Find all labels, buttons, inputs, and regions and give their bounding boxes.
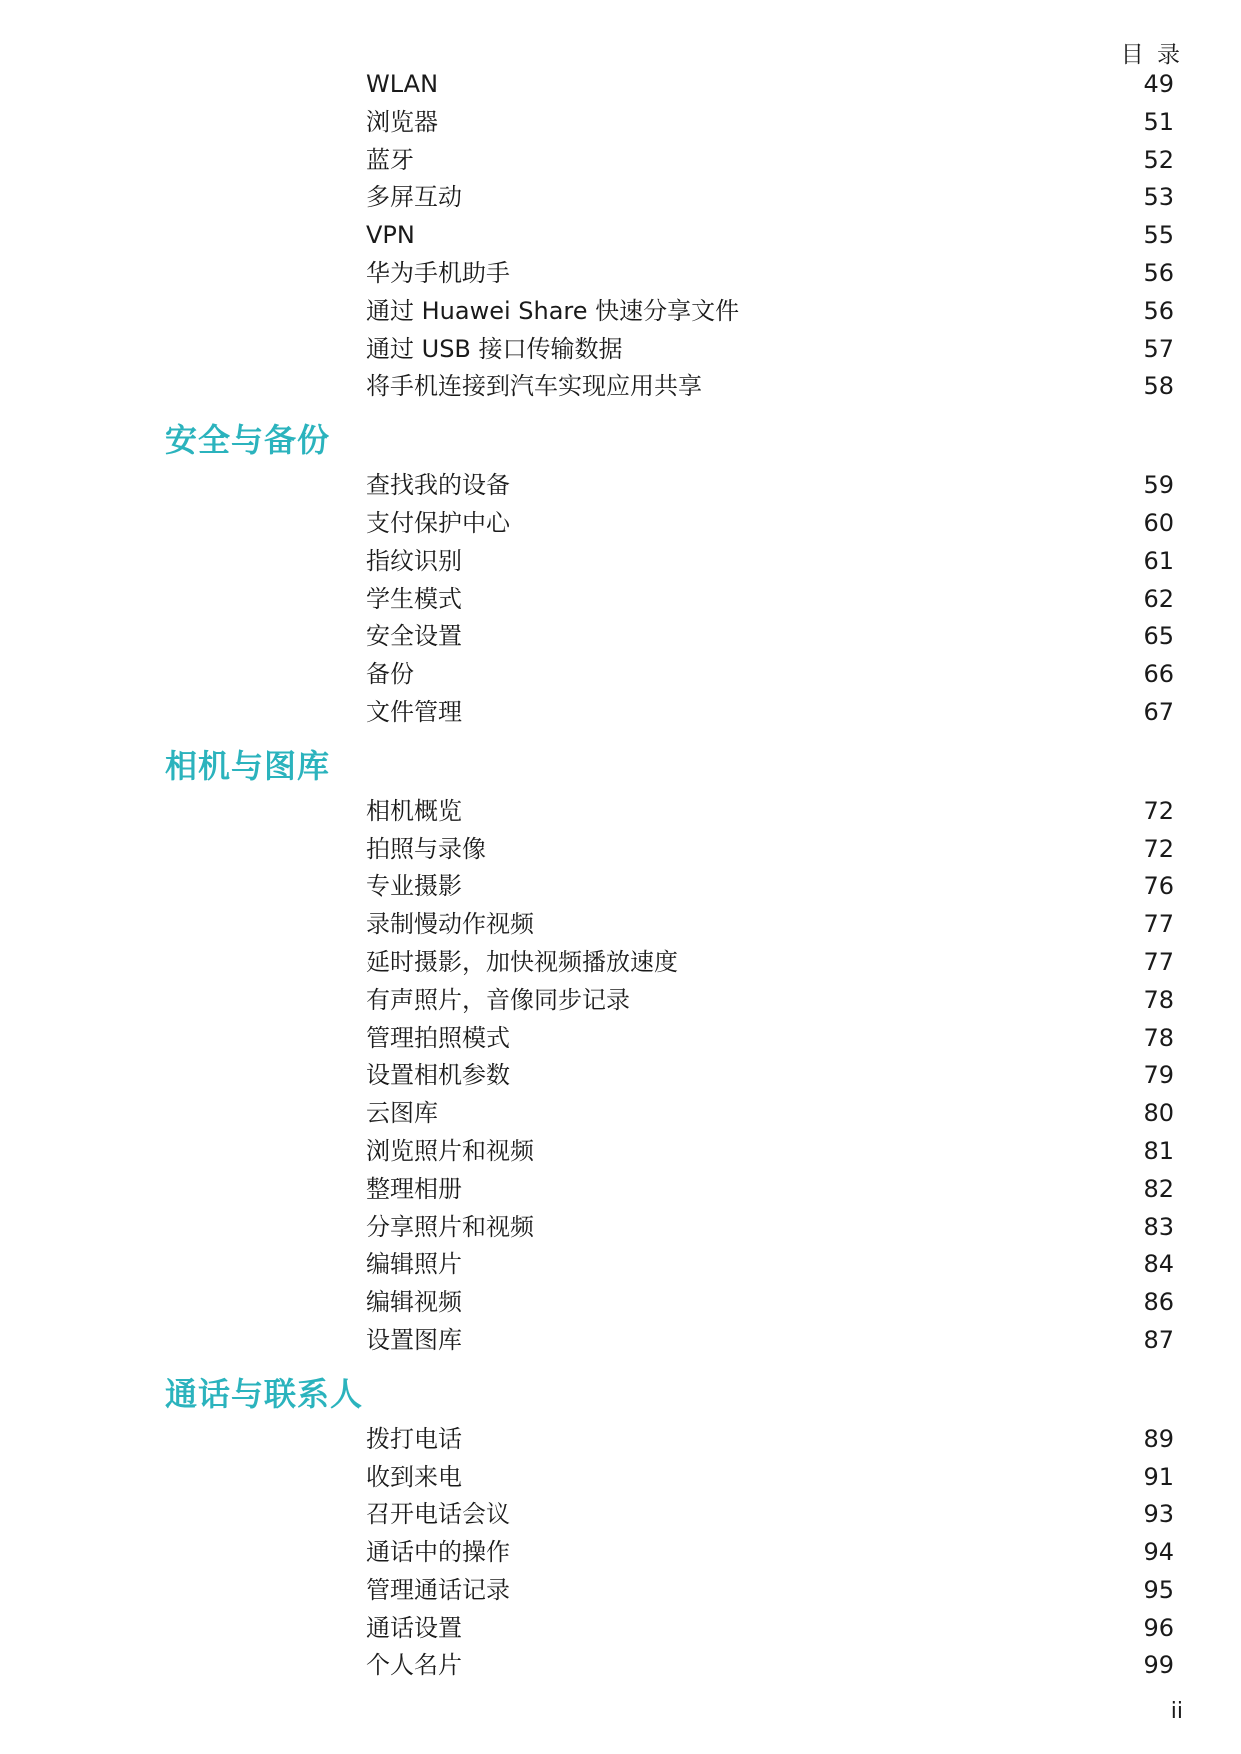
toc-entry[interactable] — [0, 618, 1241, 656]
toc-entry[interactable] — [0, 217, 1241, 255]
toc-entry[interactable] — [0, 581, 1241, 619]
toc-entry-page: 59 — [1143, 471, 1174, 500]
toc-entry-page: 51 — [1143, 107, 1174, 136]
toc-entry-title: 支付保护中心 — [366, 508, 510, 537]
toc-entry[interactable] — [0, 66, 1241, 104]
toc-entry-page: 77 — [1143, 910, 1174, 939]
toc-entry-title: 录制慢动作视频 — [366, 910, 534, 939]
toc-header-label: 目 录 — [1120, 42, 1183, 68]
toc-entry[interactable] — [0, 368, 1241, 406]
toc-entry[interactable] — [0, 656, 1241, 694]
toc-entry-page: 84 — [1143, 1250, 1174, 1279]
toc-entry[interactable] — [0, 1534, 1241, 1572]
toc-entry[interactable] — [0, 142, 1241, 180]
toc-entry-title: 管理通话记录 — [366, 1575, 510, 1604]
toc-entry-page: 82 — [1143, 1174, 1174, 1203]
toc-entry-page: 76 — [1143, 872, 1174, 901]
toc-entry[interactable] — [0, 944, 1241, 982]
toc-entry-title: 设置图库 — [366, 1325, 462, 1354]
toc-entry-page: 80 — [1143, 1099, 1174, 1128]
toc-entry-page: 67 — [1143, 697, 1174, 726]
toc-entry-title: 设置相机参数 — [366, 1061, 510, 1090]
toc-entry-page: 66 — [1143, 660, 1174, 689]
toc-entry-page: 87 — [1143, 1325, 1174, 1354]
toc-entry-title: 专业摄影 — [366, 872, 462, 901]
toc-entry-page: 93 — [1143, 1500, 1174, 1529]
toc-entry-title: 拍照与录像 — [366, 834, 486, 863]
toc-entry[interactable] — [0, 906, 1241, 944]
toc-entry[interactable] — [0, 1095, 1241, 1133]
toc-entry[interactable] — [0, 1647, 1241, 1685]
toc-entry-page: 49 — [1143, 70, 1174, 98]
toc-entry-page: 62 — [1143, 584, 1174, 613]
toc-entry-title: VPN — [366, 221, 415, 250]
toc-entry-title: 查找我的设备 — [366, 471, 510, 500]
toc-entry-page: 52 — [1143, 145, 1174, 174]
toc-entry[interactable] — [0, 831, 1241, 869]
toc-entry[interactable] — [0, 1209, 1241, 1247]
toc-entry-title: 编辑视频 — [366, 1288, 462, 1317]
toc-entry[interactable] — [0, 868, 1241, 906]
section-heading-row — [0, 1360, 1241, 1421]
toc-entry-title: 个人名片 — [366, 1651, 462, 1680]
toc-entry-page: 99 — [1143, 1651, 1174, 1680]
toc-entry[interactable] — [0, 1020, 1241, 1058]
toc-entry-page: 65 — [1143, 622, 1174, 651]
toc-entry[interactable] — [0, 1246, 1241, 1284]
toc-entry-page: 56 — [1143, 296, 1174, 325]
calls-contacts-entry-list — [0, 1421, 1241, 1686]
toc-entry-page: 61 — [1143, 546, 1174, 575]
toc-entry[interactable] — [0, 179, 1241, 217]
camera-gallery-entry-list — [0, 793, 1241, 1360]
toc-entry[interactable] — [0, 104, 1241, 142]
toc-entry[interactable] — [0, 331, 1241, 369]
toc-entry-title: 分享照片和视频 — [366, 1212, 534, 1241]
toc-entry-page: 86 — [1143, 1288, 1174, 1317]
toc-entry[interactable] — [0, 1496, 1241, 1534]
toc-entry-title: 浏览器 — [366, 107, 438, 136]
toc-entry[interactable] — [0, 505, 1241, 543]
toc-entry-title: 通过 USB 接口传输数据 — [366, 334, 623, 363]
toc-entry-page: 78 — [1143, 1023, 1174, 1052]
toc-entry[interactable] — [0, 1057, 1241, 1095]
toc-entry[interactable] — [0, 467, 1241, 505]
toc-entry-title: 多屏互动 — [366, 183, 462, 212]
toc-entry[interactable] — [0, 982, 1241, 1020]
section-heading-row — [0, 732, 1241, 793]
toc-entry-page: 55 — [1143, 221, 1174, 250]
toc-entry-title: 指纹识别 — [366, 546, 462, 575]
toc-entry[interactable] — [0, 1171, 1241, 1209]
toc-entry-page: 91 — [1143, 1462, 1174, 1491]
toc-entry-page: 57 — [1143, 334, 1174, 363]
toc-entry[interactable] — [0, 1133, 1241, 1171]
toc-entry-title: 华为手机助手 — [366, 258, 510, 287]
toc-entry-title: 浏览照片和视频 — [366, 1136, 534, 1165]
toc-entry-title: 拨打电话 — [366, 1424, 462, 1453]
toc-entry-page: 94 — [1143, 1538, 1174, 1567]
toc-entry[interactable] — [0, 1322, 1241, 1360]
section-heading-row — [0, 406, 1241, 467]
toc-entry-title: WLAN — [366, 70, 439, 98]
toc-entry-title: 通话中的操作 — [366, 1538, 510, 1567]
toc-entry[interactable] — [0, 255, 1241, 293]
toc-entry-title: 备份 — [366, 660, 414, 689]
toc-entry-title: 管理拍照模式 — [366, 1023, 510, 1052]
toc-entry-page: 56 — [1143, 258, 1174, 287]
toc-entry[interactable] — [0, 1610, 1241, 1648]
toc-entry[interactable] — [0, 793, 1241, 831]
toc-entry-title: 延时摄影，加快视频播放速度 — [366, 947, 678, 976]
toc-entry[interactable] — [0, 1572, 1241, 1610]
security-backup-entry-list — [0, 467, 1241, 732]
intro-entry-list — [0, 66, 1241, 406]
toc-entry-page: 81 — [1143, 1136, 1174, 1165]
toc-entry-page: 53 — [1143, 183, 1174, 212]
toc-entry[interactable] — [0, 1459, 1241, 1497]
toc-entry-title: 整理相册 — [366, 1174, 462, 1203]
toc-entry-page: 79 — [1143, 1061, 1174, 1090]
toc-entry-page: 60 — [1143, 508, 1174, 537]
toc-entry-title: 通话设置 — [366, 1613, 462, 1642]
toc-entry-title: 编辑照片 — [366, 1250, 462, 1279]
toc-entry-title: 相机概览 — [366, 796, 462, 825]
toc-entry-title: 云图库 — [366, 1099, 438, 1128]
toc-entry-page: 89 — [1143, 1424, 1174, 1453]
toc-entry-title: 有声照片，音像同步记录 — [366, 985, 630, 1014]
toc-entry[interactable] — [0, 293, 1241, 331]
section-heading-camera-gallery[interactable]: 相机与图库 — [165, 746, 331, 785]
toc-entry-title: 召开电话会议 — [366, 1500, 510, 1529]
toc-entry-title: 安全设置 — [366, 622, 462, 651]
toc-entry[interactable] — [0, 694, 1241, 732]
toc-entry[interactable] — [0, 543, 1241, 581]
toc-entry-page: 77 — [1143, 947, 1174, 976]
section-heading-calls-contacts[interactable]: 通话与联系人 — [165, 1374, 364, 1413]
toc-entry-page: 72 — [1143, 796, 1174, 825]
toc-entry-page: 72 — [1143, 834, 1174, 863]
section-heading-security-backup[interactable]: 安全与备份 — [165, 421, 331, 460]
toc-entry-title: 通过 Huawei Share 快速分享文件 — [366, 296, 740, 325]
toc-entry[interactable] — [0, 1421, 1241, 1459]
toc-entry-page: 95 — [1143, 1575, 1174, 1604]
toc-entry-title: 蓝牙 — [366, 145, 414, 174]
toc-entry-title: 收到来电 — [366, 1462, 462, 1491]
table-of-contents — [0, 66, 1241, 1685]
toc-entry-page: 78 — [1143, 985, 1174, 1014]
toc-entry-title: 学生模式 — [366, 584, 462, 613]
toc-entry-page: 96 — [1143, 1613, 1174, 1642]
page-number: ii — [1170, 1699, 1183, 1724]
toc-entry[interactable] — [0, 1284, 1241, 1322]
toc-entry-title: 文件管理 — [366, 697, 462, 726]
toc-entry-page: 83 — [1143, 1212, 1174, 1241]
toc-entry-page: 58 — [1143, 372, 1174, 401]
toc-entry-title: 将手机连接到汽车实现应用共享 — [366, 372, 702, 401]
